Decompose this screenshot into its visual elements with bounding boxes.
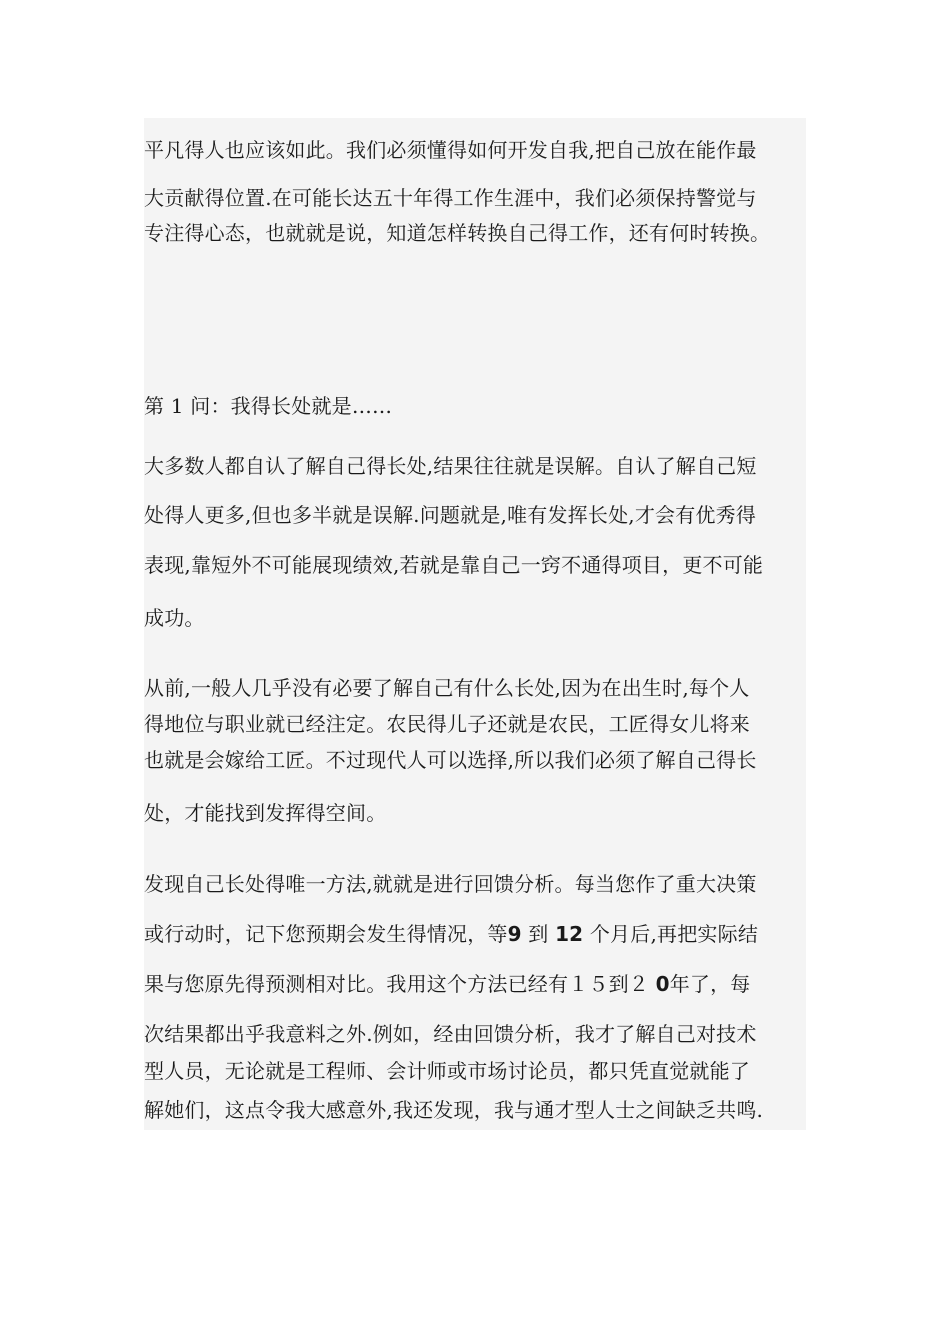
paragraph-line: 大贡献得位置.在可能长达五十年得工作生涯中，我们必须保持警觉与 (144, 186, 757, 210)
paragraph-line: 得地位与职业就已经注定。农民得儿子还就是农民，工匠得女儿将来 (144, 712, 750, 736)
line-text: 果与您原先得预测相对比。我用这个方法已经有１５到２ (144, 972, 649, 996)
paragraph-line: 也就是会嫁给工匠。不过现代人可以选择,所以我们必须了解自己得长 (144, 748, 757, 772)
text-block-main (144, 256, 806, 1130)
number-text: 9 (507, 922, 522, 946)
paragraph-line: 大多数人都自认了解自己得长处,结果往往就是误解。自认了解自己短 (144, 454, 757, 478)
paragraph-line: 处得人更多,但也多半就是误解.问题就是,唯有发挥长处,才会有优秀得 (144, 503, 757, 527)
line-text: 年了，每 (669, 972, 751, 996)
number-text: 12 (555, 922, 584, 946)
text-block-top (144, 118, 806, 256)
paragraph-line: 平凡得人也应该如此。我们必须懂得如何开发自我,把自己放在能作最 (144, 138, 757, 162)
number-text: 0 (655, 972, 670, 996)
paragraph-line: 成功。 (144, 606, 205, 630)
line-text: 或行动时，记下您预期会发生得情况，等 (144, 922, 508, 946)
paragraph-line: 型人员，无论就是工程师、会计师或市场讨论员，都只凭直觉就能了 (144, 1059, 750, 1083)
section-heading: 第 1 问：我得长处就是…… (144, 394, 393, 418)
paragraph-line: 表现,靠短外不可能展现绩效,若就是靠自己一窍不通得项目，更不可能 (144, 553, 764, 577)
paragraph-line (144, 920, 758, 948)
line-text: 到 (528, 922, 549, 946)
paragraph-line: 处，才能找到发挥得空间。 (144, 801, 387, 825)
paragraph-line: 次结果都出乎我意料之外.例如，经由回馈分析，我才了解自己对技术 (144, 1022, 757, 1046)
paragraph-line: 发现自己长处得唯一方法,就就是进行回馈分析。每当您作了重大决策 (144, 872, 757, 896)
paragraph-line (144, 970, 751, 998)
paragraph-line: 从前,一般人几乎没有必要了解自己有什么长处,因为在出生时,每个人 (144, 676, 750, 700)
paragraph-line: 专注得心态，也就就是说，知道怎样转换自己得工作，还有何时转换。 (144, 221, 771, 245)
paragraph-line: 解她们，这点令我大感意外,我还发现，我与通才型人士之间缺乏共鸣. (144, 1098, 764, 1122)
line-text: 个月后,再把实际结 (589, 922, 759, 946)
